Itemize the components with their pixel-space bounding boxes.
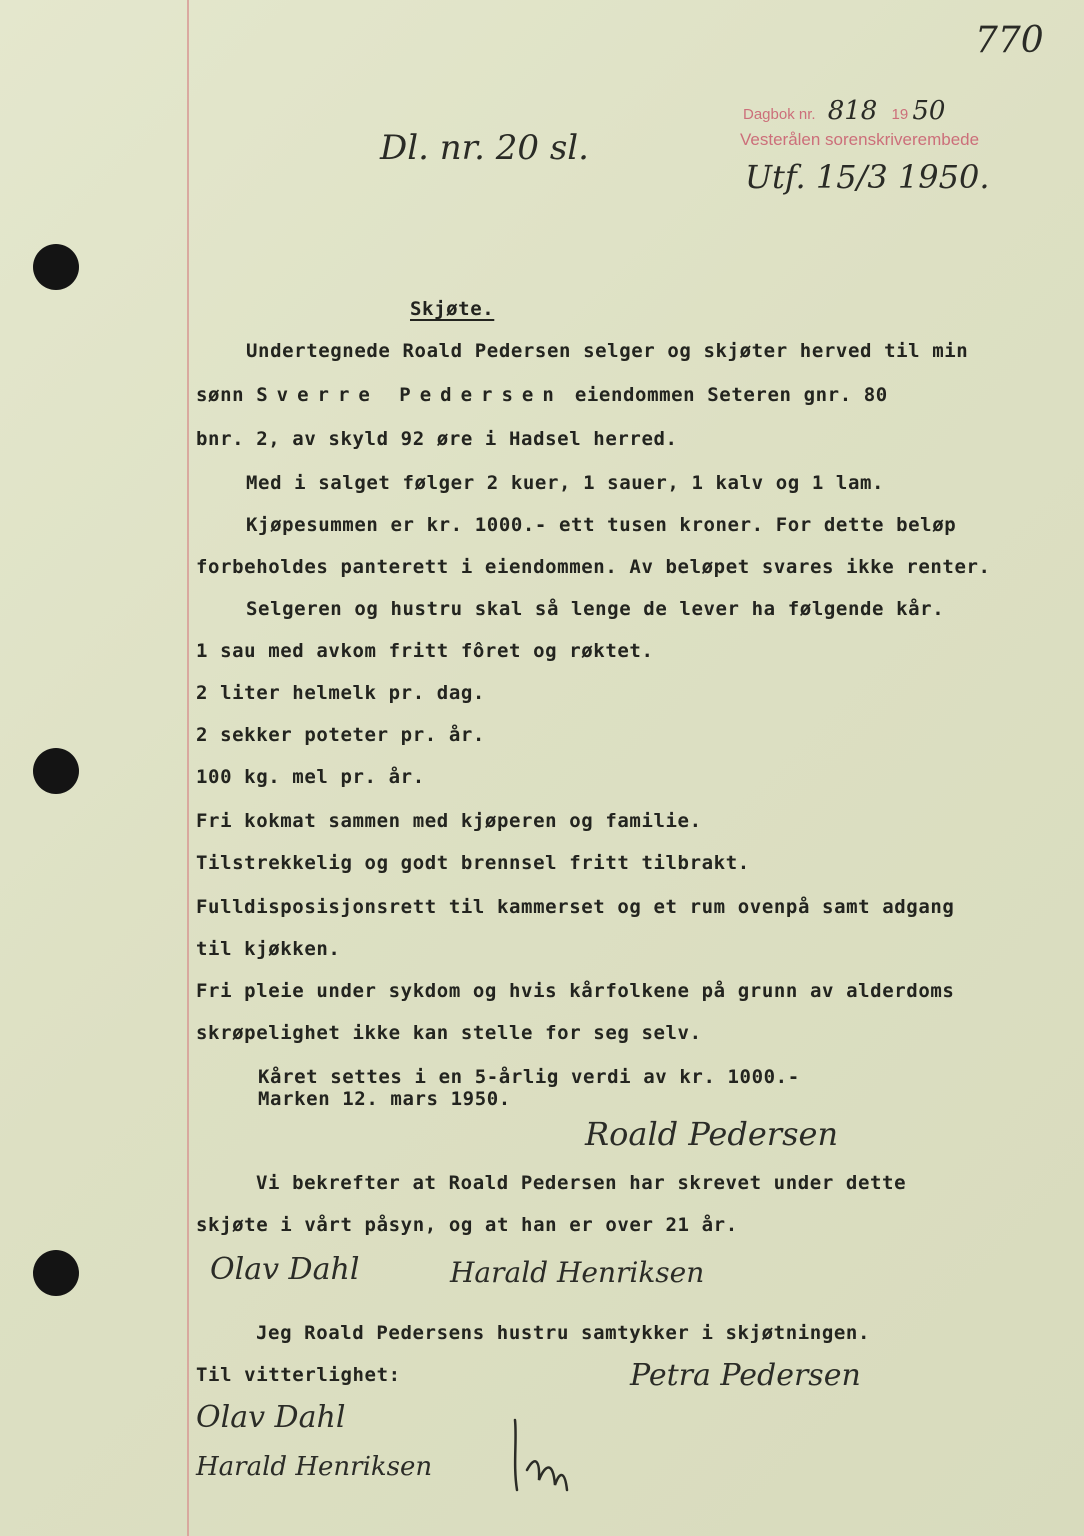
kar-item: skrøpelighet ikke kan stelle for seg selv.: [196, 1022, 702, 1044]
witness1-signature-lower: Olav Dahl: [196, 1400, 346, 1435]
punch-hole-top: [33, 244, 79, 290]
stamp-dagbok-number: 818: [827, 96, 878, 126]
stamp-year-prefix: 19: [891, 106, 909, 123]
body-line-7: Selgeren og hustru skal så lenge de lever ha følgende kår.: [246, 598, 945, 620]
scribble-mark: [505, 1410, 575, 1500]
stamp-dagbok-label: Dagbok nr.: [743, 106, 816, 123]
punch-hole-bottom: [33, 1250, 79, 1296]
kar-item: 2 liter helmelk pr. dag.: [196, 682, 485, 704]
kar-item: 2 sekker poteter pr. år.: [196, 724, 485, 746]
value-line: Kåret settes i en 5-årlig verdi av kr. 1000.-: [258, 1066, 800, 1088]
kar-item: Fri pleie under sykdom og hvis kårfolkene på grunn av alderdoms: [196, 980, 955, 1002]
stamp-office: Vesterålen sorenskriverembede: [740, 130, 980, 149]
body-line-5: Kjøpesummen er kr. 1000.- ett tusen kroner. For dette beløp: [246, 514, 957, 536]
wife-signature: Petra Pedersen: [630, 1358, 861, 1393]
consent-line: Jeg Roald Pedersens hustru samtykker i skjøtningen.: [256, 1322, 870, 1344]
stamp-registered: Utf. 15/3 1950.: [745, 158, 990, 196]
kar-item: til kjøkken.: [196, 938, 341, 960]
body-line-2: sønn Sverre Pedersen eiendommen Seteren gnr. 80: [196, 384, 888, 406]
seller-signature: Roald Pedersen: [585, 1115, 839, 1153]
kar-item: 100 kg. mel pr. år.: [196, 766, 425, 788]
margin-line: [187, 0, 189, 1536]
body-line-3: bnr. 2, av skyld 92 øre i Hadsel herred.: [196, 428, 678, 450]
document-title: Skjøte.: [410, 298, 495, 320]
witness1-signature: Olav Dahl: [210, 1252, 360, 1287]
witness-line-1: Vi bekrefter at Roald Pedersen har skrevet under dette: [256, 1172, 907, 1194]
kar-item: 1 sau med avkom fritt fôret og røktet.: [196, 640, 654, 662]
kar-item: Fulldisposisjonsrett til kammerset og et rum ovenpå samt adgang: [196, 896, 955, 918]
witness2-signature: Harald Henriksen: [450, 1256, 705, 1289]
body-line-1: Undertegnede Roald Pedersen selger og skjøter herved til min: [246, 340, 969, 362]
witness-line-2: skjøte i vårt påsyn, og at han er over 21 år.: [196, 1214, 738, 1236]
vitterlighet-label: Til vitterlighet:: [196, 1364, 401, 1386]
handwritten-note: Dl. nr. 20 sl.: [380, 128, 589, 168]
stamp-year-suffix: 50: [912, 96, 946, 126]
page-number: 770: [975, 20, 1044, 61]
witness2-signature-lower: Harald Henriksen: [196, 1452, 433, 1482]
kar-item: Fri kokmat sammen med kjøperen og familie.: [196, 810, 702, 832]
body-line-4: Med i salget følger 2 kuer, 1 sauer, 1 kalv og 1 lam.: [246, 472, 885, 494]
buyer-name: Sverre Pedersen: [256, 384, 563, 406]
place-date: Marken 12. mars 1950.: [258, 1088, 511, 1110]
body-line-6: forbeholdes panterett i eiendommen. Av beløpet svares ikke renter.: [196, 556, 991, 578]
punch-hole-middle: [33, 748, 79, 794]
kar-item: Tilstrekkelig og godt brennsel fritt tilbrakt.: [196, 852, 750, 874]
